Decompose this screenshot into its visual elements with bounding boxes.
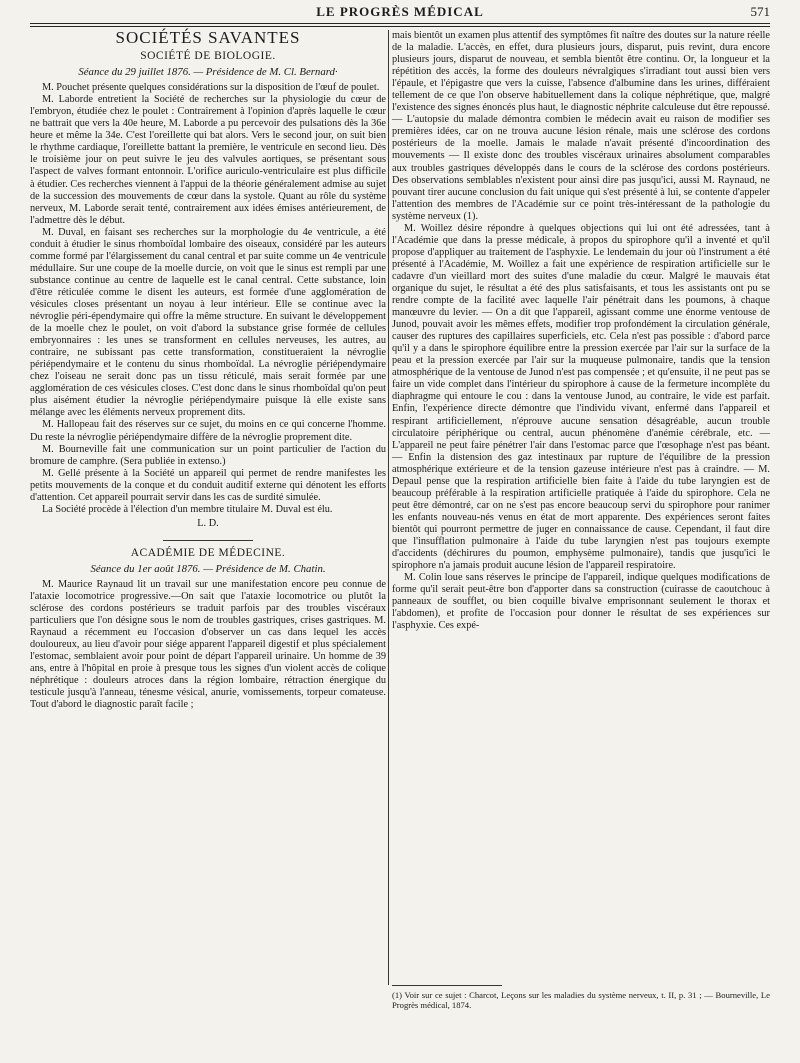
- paragraph-pouchet: M. Pouchet présente quelques considérations sur la disposition de l'œuf de poulet.: [42, 82, 380, 94]
- footnote-rule: [392, 985, 502, 986]
- paragraph-hallopeau: M. Hallopeau fait des réserves sur ce sujet, du moins en ce qui concerne l'homme. Du reste la névroglie périépendymaire diffère de la névroglie proprement dite.: [30, 419, 386, 443]
- paragraph-gelle: M. Gellé présente à la Société un appareil qui permet de rendre manifestes les petits mouvements de la conque et du conduit auditif externe qui dénotent les efforts d'attention. Cet appareil pourrait servir dans les cas de surdité simulée.: [30, 467, 386, 503]
- paragraph-election: La Société procède à l'élection d'un membre titulaire M. Duval est élu.: [42, 503, 333, 515]
- academie-title: ACADÉMIE DE MÉDECINE.: [130, 546, 286, 559]
- biologie-signoff: L. D.: [197, 517, 219, 529]
- paragraph-duval: M. Duval, en faisant ses recherches sur la morphologie du 4e ventricule, a été conduit à étudier le sinus rhomboïdal lombaire des oiseaux, considéré par les auteurs comme formé par l'élargissement du canal central et par suite comme un 4e ventricule médullaire. Sur une coupe de la moelle durcie, on voit que le sinus est rempli par une substance continue au centre de laquelle est le canal central. Cette substance, loin d'être réticulée comme le disent les auteurs, est formée d'une agglomération de vésicules closes présentant un noyau à leur intérieur. Elle se continue avec la névroglie péri-épendymaire qui offre la même structure. En suivant le développement de la moelle chez le poulet, on voit d'abord la substance grise formée de cellules embryonnaires : les unes se transforment en cellules nerveuses, les autres, au contraire, ne subissant pas cette transformation, constitueraient la névroglie périépendymaire et le contenu du sinus rhomboïdal. La névroglie périépendymaire chez l'oiseau ne serait donc pas un tissu réticulé, mais serait formée par une agglomération de ces vésicules closes. C'est donc dans le sinus rhomboïdal qu'on peut plus aisément étudier la névroglie périépendymaire puisque là elle existe sans mélange avec les éléments nerveux proprement dits.: [30, 226, 386, 419]
- paragraph-woillez: M. Woillez désire répondre à quelques objections qui lui ont été adressées, tant à l'Académie que dans la presse médicale, à propos du spirophore qu'il a inventé et qu'il propose d'appliquer au traitement de l'asphyxie. Le lendemain du jour où l'instrument a été présenté à l'Académie, M. Woillez a fait une expérience de respiration artificielle sur le cadavre d'un vieillard mort des suites d'une maladie du cœur. Malgré le mauvais état organique du sujet, le résultat a été des plus satisfaisants, et tous les assistants ont pu se rendre compte de la facilité avec laquelle l'air pénétrait dans les poumons, à chaque manœuvre du levier. — On a dit que l'appareil, agissant comme une énorme ventouse de Junod, pouvait avoir les mêmes effets, modifier trop profondément la circulation générale, causer des ruptures des capillaires superficiels, etc. Cela n'est pas possible : d'abord parce qu'il y a dans le spirophore équilibre entre la pression exercée par l'air sur la surface de la peau et la pression exercée par l'air sur la muqueuse pulmonaire, tandis que la tension atmosphérique de la ventouse de Junod n'est pas compensée ; et qu'ensuite, il ne peut pas se faire un vide complet dans l'intérieur du spirophore à cause de la fermeture incomplète du diaphragme qui entoure le cou : dans la ventouse Junod, au contraire, le vide est parfait. Enfin, l'expérience directe démontre que l'individu vivant, enfermé dans l'appareil et respirant artificiellement, n'éprouve aucune sensation désagréable, aucun trouble circulatoire périphérique ou central, aucun phénomène d'anémie cérébrale, etc. — L'appareil ne peut faire pénétrer l'air dans l'estomac parce que l'œsophage n'est pas béant. — Enfin la distension des gaz intestinaux par rupture de l'équilibre de la pression atmosphérique extérieure et de la tension gazeuse intérieure n'est pas à craindre. — M. Depaul pense que la respiration artificielle bien faite à l'aide du tube laryngien est de beaucoup préférable à la respiration artificielle pratiquée à l'aide du spirophore. Cela ne peut être démontré, car on ne s'est pas encore beaucoup servi du spirophore pour ranimer les enfants nouveau-nés venus en état de mort apparente. Des expériences seront faites bientôt qui pourront permettre de juger en connaissance de cause. Cependant, il faut dire que l'insufflation pulmonaire à l'aide du tube laryngien n'est pas toujours exempte d'accidents (déchirures du poumon, emphysème pulmonaire), tandis que jusqu'ici le spirophore n'a jamais produit aucune lésion de l'appareil respiratoire.: [392, 222, 770, 572]
- running-header: [30, 4, 770, 22]
- paragraph-raynaud-continued: mais bientôt un examen plus attentif des symptômes fit naître des doutes sur la nature réelle de la maladie. L'accès, en effet, dura plusieurs jours, disparut, puis revint, dura encore plusieurs jours, disparut de nouveau, et sembla bientôt être continu. Or, la longueur et la répétition des accès, la forme des douleurs névralgiques s'irradiant tout aussi bien vers l'épaule, et l'épigastre que vers la cuisse, l'absence d'albumine dans les urines, différaient tellement de ce que l'on observe habituellement dans la colique néphrétique, que, malgré l'existence des signes énoncés plus haut, le diagnostic néphrite calculeuse dut être repoussé. — L'autopsie du malade démontra combien le médecin avait eu raison de modifier ses premières idées, car on ne trouva aucune lésion rénale, mais une sclérose des cordons postérieurs de la moelle. Jamais le malade n'avait présenté d'incoordination des mouvements — Il existe donc des troubles viscéraux urinaires absolument comparables aux troubles gastriques développés dans le cours de la sclérose des cordons postérieurs. Des observations semblables n'existent pour ainsi dire pas jusqu'ici, aussi M. Raynaud, ne pouvant tirer aucune conclusion du fait unique qui s'est présenté à lui, se contente d'appeler l'attention des membres de l'Académie sur ce point très-intéressant de la pathologie du système nerveux (1).: [392, 30, 770, 222]
- biologie-title: SOCIÉTÉ DE BIOLOGIE.: [140, 50, 276, 63]
- paragraph-laborde: M. Laborde entretient la Société de recherches sur la physiologie du cœur de l'embryon, étudiée chez le poulet : Contrairement à l'opinion d'après laquelle le cœur ne battrait que vers la 40e heure, M. Laborde a pu percevoir des pulsations dès la 36e heure et même la 34e. C'est l'oreillette qui bat alors. Vers le second jour, on suit bien le rhythme cardiaque, l'oreillette battant la première, le ventricule en second lieu. Dès le troisième jour on peut suivre le jeu des valvules aortiques, se présentant sous l'aspect de valves formant entonnoir. L'orifice auriculo-ventriculaire est plus difficile à étudier. Ces recherches viennent à l'appui de la théorie généralement admise au sujet de la succession des mouvements de cœur dans la systole. Quant au rôle du système nerveux, M. Laborde serait tenté, contrairement aux idées émises antérieurement, de l'admettre dès le début.: [30, 94, 386, 226]
- left-column: [30, 30, 386, 711]
- biologie-seance: Séance du 29 juillet 1876. — Présidence de M. Cl. Bernard·: [78, 66, 338, 79]
- paragraph-raynaud: M. Maurice Raynaud lit un travail sur une manifestation encore peu connue de l'ataxie locomotrice progressive.—On sait que l'ataxie locomotrice ou plutôt la sclérose des cordons postérieurs se traduit parfois par des troubles viscéraux particuliers que l'on désigne sous le nom de troubles gastriques, crises gastriques. M. Raynaud a récemment eu l'occasion d'observer un cas dans lequel les accès douloureux, au lieu d'avoir pour siége apparent l'appareil digestif et plus spécialement l'estomac, semblaient avoir pour point de départ l'appareil urinaire. Un homme de 39 ans, entre à l'hôpital en proie à presque tous les signes d'un violent accès de colique néphrétique : douleurs atroces dans la région lombaire, rétraction énergique du testicule jusqu'à l'anneau, ténesme vésical, anurie, vomissements, torpeur comateuse. Tout d'abord le diagnostic paraît facile ;: [30, 578, 386, 711]
- page-number: 571: [750, 4, 770, 19]
- academie-seance: Séance du 1er août 1876. — Présidence de M. Chatin.: [90, 562, 326, 575]
- header-rule: [30, 23, 770, 24]
- paragraph-colin: M. Colin loue sans réserves le principe de l'appareil, indique quelques modifications de forme qu'il serait peut-être bon d'apporter dans sa construction (cuirasse de caoutchouc à panneaux de soufflet, ou bien coquille bivalve emprisonnant seulement le thorax et l'abdomen), et profite de l'occasion pour donner le résultat de ses expériences sur l'asphyxie. Ces expé-: [392, 572, 770, 632]
- section-title: SOCIÉTÉS SAVANTES: [115, 28, 301, 47]
- paragraph-bourneville: M. Bourneville fait une communication sur un point particulier de l'action du bromure de camphre. (Sera publiée in extenso.): [30, 443, 386, 467]
- section-divider: [163, 540, 253, 541]
- header-rule-double: [30, 26, 770, 27]
- right-column: [392, 30, 770, 632]
- column-divider: [388, 30, 389, 985]
- journal-title: LE PROGRÈS MÉDICAL: [316, 4, 484, 19]
- footnote: (1) Voir sur ce sujet : Charcot, Leçons sur les maladies du système nerveux, t. II, p. 31 ; — Bourneville, Le Progrès médical, 1874.: [392, 990, 770, 1010]
